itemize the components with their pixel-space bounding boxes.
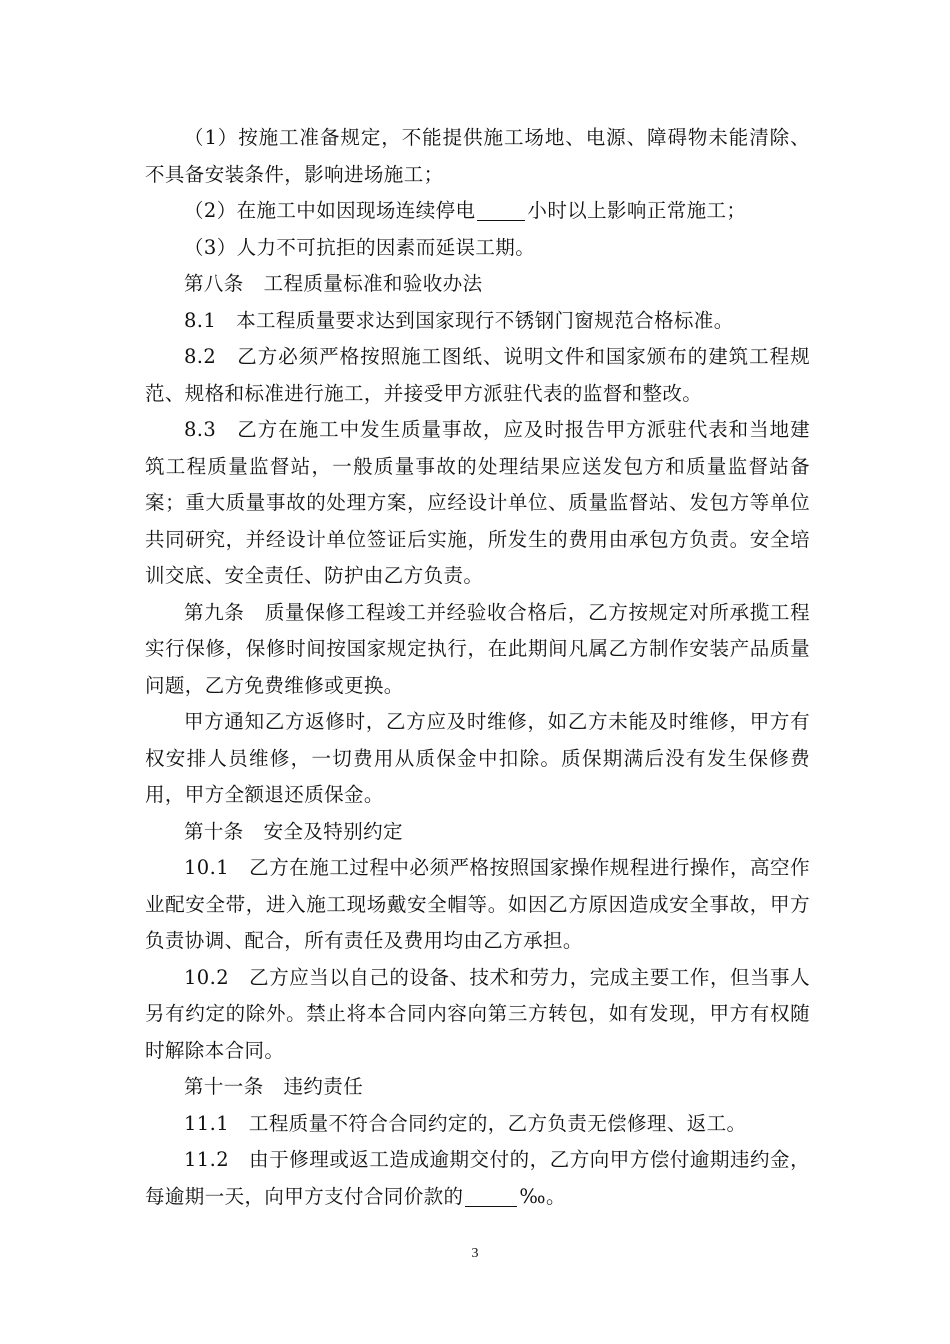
section-heading-8: 第八条 工程质量标准和验收办法	[184, 272, 483, 295]
page-number: 3	[471, 1246, 479, 1261]
paragraph-1: （1）按施工准备规定，不能提供施工场地、电源、障碍物未能清除、不具备安装条件，影响进场施工；	[145, 126, 810, 186]
paragraph-2	[145, 193, 810, 230]
clause-11-1: 11.1 工程质量不符合合同约定的，乙方负责无偿修理、返工。	[184, 1111, 747, 1135]
paragraph-warranty-repair: 甲方通知乙方返修时，乙方应及时维修，如乙方未能及时维修，甲方有权安排人员维修，一切费用从质保金中扣除。质保期满后没有发生保修费用，甲方全额退还质保金。	[145, 710, 810, 806]
fill-in-blank-hours	[477, 198, 525, 221]
document-body	[145, 120, 810, 1215]
clause-11-2-text-after: ‰。	[519, 1184, 566, 1208]
paragraph-2-text-before: （2）在施工中如因现场连续停电	[184, 199, 476, 222]
section-heading-11: 第十一条 违约责任	[184, 1075, 364, 1098]
clause-10-2: 10.2 乙方应当以自己的设备、技术和劳力，完成主要工作，但当事人另有约定的除外。禁止将本合同内容向第三方转包，如有发现，甲方有权随时解除本合同。	[145, 965, 810, 1062]
clause-8-3: 8.3 乙方在施工中发生质量事故，应及时报告甲方派驻代表和当地建筑工程质量监督站，一般质量事故的处理结果应送发包方和质量监督站备案；重大质量事故的处理方案，应经设计单位、质量监督站、发包方等单位共同研究，并经设计单位签证后实施，所发生的费用由承包方负责。安全培训交底、安全责任、防护由乙方负责。	[145, 418, 810, 587]
section-heading-9: 第九条 质量保修工程竣工并经验收合格后，乙方按规定对所承揽工程实行保修，保修时间按国家规定执行，在此期间凡属乙方制作安装产品质量问题，乙方免费维修或更换。	[145, 600, 810, 697]
section-heading-10: 第十条 安全及特别约定	[184, 819, 403, 843]
clause-8-2: 8.2 乙方必须严格按照施工图纸、说明文件和国家颁布的建筑工程规范、规格和标准进行施工，并接受甲方派驻代表的监督和整改。	[145, 345, 810, 405]
paragraph-3: （3）人力不可抗拒的因素而延误工期。	[184, 235, 536, 259]
clause-8-1: 8.1 本工程质量要求达到国家现行不锈钢门窗规范合格标准。	[184, 308, 734, 332]
clause-11-2	[145, 1142, 810, 1215]
paragraph-2-text-after: 小时以上影响正常施工；	[527, 199, 747, 222]
clause-10-1: 10.1 乙方在施工过程中必须严格按照国家操作规程进行操作，高空作业配安全带，进入施工现场戴安全帽等。如因乙方原因造成安全事故，甲方负责协调、配合，所有责任及费用均由乙方承担。	[145, 856, 810, 952]
clause-11-2-text-before: 11.2 由于修理或返工造成逾期交付的，乙方向甲方偿付逾期违约金，每逾期一天，向甲方支付合同价款的	[145, 1148, 810, 1208]
fill-in-blank-penalty-rate	[465, 1184, 517, 1207]
